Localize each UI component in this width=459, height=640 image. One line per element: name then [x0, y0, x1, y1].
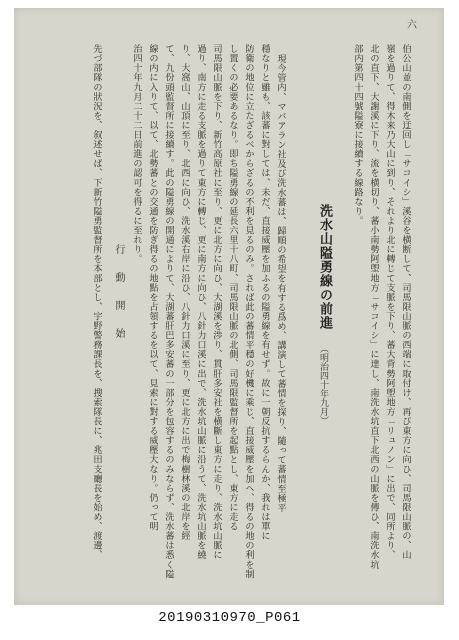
- text-column: 治四十年九月二十二日前進の認可を得るに至れり。: [131, 44, 142, 264]
- text-column: 北の直下、大謝溪に下り、流を横切り、蕃小南勢阿塱地方「サコイシ」に達し、南洗水坑直下北西の山脈を傳ひ、南洗水坑: [368, 44, 379, 570]
- section-heading-date: （明治四十年九月）: [318, 344, 328, 425]
- text-column: 部内第四十四號隘寮に接續する線路なり。: [352, 44, 363, 226]
- text-column: て、九份頭監督所に接續す。此の隘勇線の開通によりて、大湖蕃肝巴多安蕃の一部分を包容するのみならず、洗水蕃は悉く隘: [163, 44, 174, 579]
- text-column: り、大窩山、山頂に至り、北西に向ひ、洗水溪右岸に沿ひ、八針力口溪に至り、更に北方に出で梅樹林溪の北岸を經: [179, 44, 190, 541]
- text-column: 防衛の地位に立たざるべからざるの不利を見るのみ。されば此の蕃情平穩の好機に乘じ、直接威壓を加へ、得るの地の利を制: [243, 44, 254, 579]
- text-column: 穩なりと雖も、該蕃に對しては、未だ、直接威壓を加ふるの隘勇線を有せず。故に一朝反抗するらんか、我れは單に: [259, 44, 270, 541]
- text-column: 線の内に入りて、以て、北勢蕃との交通を防ぎ得るの地點を占領するを以て、見索に對する威壓大なり。仍って明: [147, 44, 158, 532]
- page-number: 六: [407, 20, 417, 31]
- image-caption: 20190310970_P061: [158, 610, 301, 626]
- text-column: 現今管内、マバアラン社及び洗水蕃は、歸順の希望を有する爲め、講演して蕃情を探り、隨って蕃情至極平: [275, 54, 286, 513]
- text-column: 過り、南方に走る支脈を過りて東方に轉じ、更に南方に向ひ、八針力口溪に出で、洗水坑山脈に沿うて、洗水坑山脈を繞: [195, 44, 206, 560]
- text-column: 先づ部隊の狀況を、叙述せば、下新竹隘勇監督所を本部とし、宇野警務課長を、搜索隊長に、兆田支廳長を始め、渡邊、: [91, 44, 102, 560]
- text-column: 伯公山並の南側を迂回し「サコイシ」溪谷を横断して、司馬限山脈の西端に取付け、再び東方に向ひ、司馬限山脈の、山: [400, 44, 411, 560]
- text-column: 司馬限山脈を下り、新竹高原社に至り、更に北方に向ひ、大湖溪を渉り、貫肝多安社を横斷し東方に走り、洗水坑山脈に: [211, 44, 222, 560]
- section-subheading: 行 動 開 始: [113, 244, 124, 342]
- section-heading: 洗水山隘勇線の前進: [317, 204, 332, 330]
- text-column: し置くの必要あるなり。即ち隘勇線の延長六里十八町、司馬限山脈の北側、司馬限監督所を起點とし、東方に走る: [227, 44, 238, 532]
- text-column: 嶺を過りて、得木来乃大山に到り、それより北に轉じて支脈を下り、蕃大背勢阿塱地方「リュノン」に出で、同所より、: [384, 44, 395, 560]
- document-page: [14, 8, 444, 605]
